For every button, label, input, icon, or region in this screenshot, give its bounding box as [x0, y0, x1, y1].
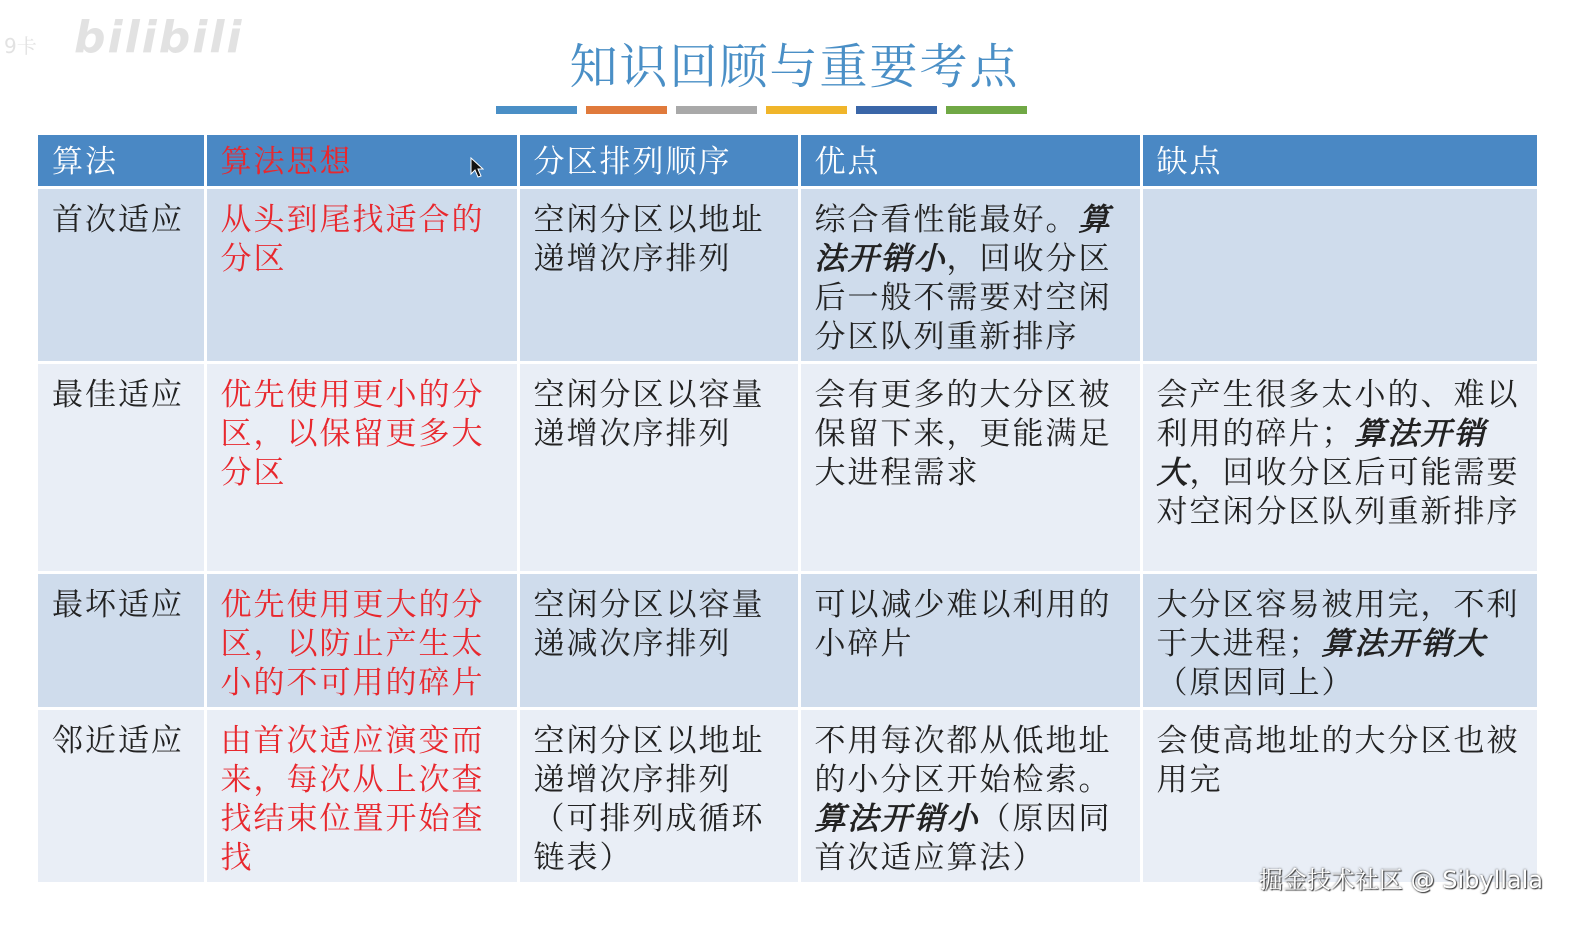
juejin-watermark: 掘金技术社区 @ Sibyllala — [1258, 866, 1543, 894]
pros-text: 可以减少难以利用的小碎片 — [814, 587, 1112, 662]
decorative-color-bars — [496, 106, 1036, 114]
table-row — [38, 709, 1538, 884]
color-bar — [766, 106, 847, 114]
cons-text-tail: （原因同上） — [1156, 665, 1355, 701]
cell-pros — [799, 363, 1141, 573]
cell-idea: 优先使用更小的分区，以保留更多大分区 — [205, 363, 518, 573]
header-cons: 缺点 — [1141, 135, 1538, 188]
cell-algorithm: 最佳适应 — [38, 363, 205, 573]
cons-text: 会使高地址的大分区也被用完 — [1156, 723, 1520, 798]
cell-order: 空闲分区以容量递增次序排列 — [518, 363, 799, 573]
cell-pros — [799, 188, 1141, 363]
cell-cons — [1141, 363, 1538, 573]
cell-order: 空闲分区以容量递减次序排列 — [518, 573, 799, 709]
mouse-cursor-icon — [470, 157, 484, 179]
pros-emphasis: 算法开销小 — [814, 801, 980, 837]
header-pros: 优点 — [799, 135, 1141, 188]
pros-emphasis: 算法开销小 — [814, 202, 1112, 277]
color-bar — [946, 106, 1027, 114]
cell-order: 空闲分区以地址递增次序排列 — [518, 188, 799, 363]
table-row — [38, 573, 1538, 709]
cons-text-tail: ，回收分区后可能需要对空闲分区队列重新排序 — [1156, 455, 1520, 530]
pros-text: 不用每次都从低地址的小分区开始检索。 — [814, 723, 1112, 798]
cell-algorithm: 最坏适应 — [38, 573, 205, 709]
cons-text: 会产生很多太小的、难以利用的碎片； — [1156, 377, 1520, 452]
color-bar — [586, 106, 667, 114]
cell-pros — [799, 573, 1141, 709]
cons-text: 大分区容易被用完，不利于大进程； — [1156, 587, 1520, 662]
cell-pros — [799, 709, 1141, 884]
cell-cons — [1141, 188, 1538, 363]
pros-text: 会有更多的大分区被保留下来，更能满足大进程需求 — [814, 377, 1112, 491]
pros-text-tail: （原因同首次适应算法） — [814, 801, 1112, 876]
cell-algorithm: 首次适应 — [38, 188, 205, 363]
table-row — [38, 188, 1538, 363]
table-header-row — [38, 135, 1538, 188]
color-bar — [676, 106, 757, 114]
cell-order: 空闲分区以地址递增次序排列（可排列成循环链表） — [518, 709, 799, 884]
table-row — [38, 363, 1538, 573]
cell-idea: 从头到尾找适合的分区 — [205, 188, 518, 363]
color-bar — [856, 106, 937, 114]
color-bar — [496, 106, 577, 114]
slide-title: 知识回顾与重要考点 — [569, 39, 1020, 95]
cell-algorithm: 邻近适应 — [38, 709, 205, 884]
cell-idea: 由首次适应演变而来，每次从上次查找结束位置开始查找 — [205, 709, 518, 884]
header-order: 分区排列顺序 — [518, 135, 799, 188]
header-algorithm: 算法 — [38, 135, 205, 188]
algorithm-comparison-table — [38, 135, 1540, 885]
cons-emphasis: 算法开销大 — [1156, 416, 1487, 491]
cell-cons — [1141, 709, 1538, 884]
cell-cons — [1141, 573, 1538, 709]
cons-emphasis: 算法开销大 — [1321, 626, 1487, 662]
bilibili-logo-icon: bilibili — [74, 12, 244, 63]
watermark-prefix: 9卡 — [4, 34, 37, 58]
pros-text: 综合看性能最好。 — [814, 202, 1079, 238]
pros-text-tail: ，回收分区后一般不需要对空闲分区队列重新排序 — [814, 241, 1112, 355]
cell-idea: 优先使用更大的分区，以防止产生太小的不可用的碎片 — [205, 573, 518, 709]
header-idea: 算法思想 — [205, 135, 518, 188]
